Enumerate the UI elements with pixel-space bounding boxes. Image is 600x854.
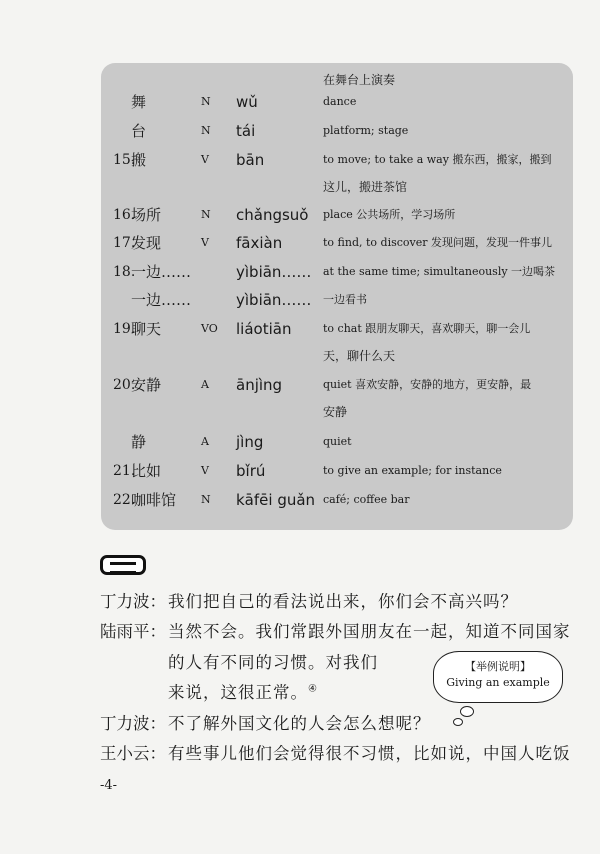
vocab-def: at the same time; simultaneously 一边喝茶 (323, 265, 556, 278)
thought-puff (460, 706, 474, 717)
bubble-tag: 【举例说明】 (465, 660, 531, 673)
vocab-pos: N (201, 124, 211, 137)
dialogue-speaker: 丁力波： (100, 592, 166, 611)
vocab-word: 舞 (131, 93, 147, 111)
vocab-def: place 公共场所，学习场所 (323, 208, 456, 221)
vocab-pos: A (201, 435, 209, 448)
vocab-pinyin: kāfēi guǎn (236, 491, 316, 509)
vocab-row-continuation (101, 401, 573, 423)
vocab-word: 咖啡馆 (131, 491, 177, 509)
vocab-num: 15. (113, 152, 136, 168)
vocab-row (101, 374, 573, 396)
vocab-def: quiet (323, 435, 352, 448)
vocab-num: 16. (113, 207, 136, 223)
dialogue-line: 不了解外国文化的人会怎么想呢？ (168, 714, 431, 733)
bubble-text: Giving an example (446, 676, 550, 689)
dialogue-line: 我们把自己的看法说出来，你们会不高兴吗？ (168, 592, 518, 611)
vocab-word: 台 (131, 122, 147, 140)
dialogue-line: 当然不会。我们常跟外国朋友在一起，知道不同国家 (168, 622, 571, 641)
vocab-pinyin: yìbiān…… (236, 263, 312, 281)
vocab-pos: N (201, 95, 211, 108)
vocab-def: café; coffee bar (323, 493, 410, 506)
vocab-pos: V (201, 153, 209, 166)
vocab-pos: N (201, 493, 211, 506)
dialogue-section-badge (100, 555, 146, 575)
example-thought-bubble (433, 651, 563, 703)
vocab-def: 一边看书 (323, 293, 367, 306)
vocab-def: to chat 跟朋友聊天，喜欢聊天，聊一会儿 (323, 322, 531, 335)
vocab-def: to find, to discover 发现问题，发现一件事儿 (323, 236, 553, 249)
vocab-row (101, 232, 573, 254)
vocab-row (101, 431, 573, 453)
vocab-def: platform; stage (323, 124, 409, 137)
vocab-word: 搬 (131, 151, 147, 169)
vocab-pinyin: fāxiàn (236, 234, 283, 252)
vocab-pinyin: chǎngsuǒ (236, 206, 309, 224)
vocab-word: 一边…… (131, 291, 192, 309)
vocab-pos: N (201, 208, 211, 221)
vocab-pinyin: bǐrú (236, 462, 266, 480)
vocab-word: 场所 (131, 206, 162, 224)
page-number: -4- (100, 778, 118, 793)
vocab-word: 比如 (131, 462, 162, 480)
vocab-pinyin: ānjìng (236, 376, 283, 394)
vocab-word: 聊天 (131, 320, 162, 338)
vocab-pinyin: bān (236, 151, 265, 169)
vocab-num: 17. (113, 235, 136, 251)
vocab-header-row (101, 69, 573, 91)
vocab-pinyin: jìng (236, 433, 264, 451)
vocab-row (101, 261, 573, 283)
vocab-pos: V (201, 236, 209, 249)
vocab-row-continuation (101, 176, 573, 198)
thought-puff (453, 718, 463, 726)
vocab-pinyin: liáotiān (236, 320, 292, 338)
vocab-row (101, 289, 573, 311)
vocab-num: 18. (113, 264, 136, 280)
vocab-def: quiet 喜欢安静，安静的地方，更安静，最 (323, 378, 532, 391)
vocab-row (101, 489, 573, 511)
vocab-num: 20. (113, 377, 136, 393)
vocab-header: 在舞台上演奏 (323, 73, 396, 87)
vocab-def-line2: 这儿，搬进茶馆 (323, 180, 408, 194)
vocab-word: 静 (131, 433, 147, 451)
vocab-row (101, 120, 573, 142)
vocab-num: 19. (113, 321, 136, 337)
vocab-row (101, 149, 573, 171)
vocab-word: 安静 (131, 376, 162, 394)
vocab-row (101, 204, 573, 226)
vocab-def: dance (323, 95, 357, 108)
dialogue-text: 来说，这很正常。 (168, 683, 308, 702)
vocab-word: 发现 (131, 234, 162, 252)
vocab-num: 21. (113, 463, 136, 479)
vocab-pos: V (201, 464, 209, 477)
dialogue-speaker: 陆雨平： (100, 622, 166, 641)
vocab-def: to move; to take a way 搬东西，搬家，搬到 (323, 153, 552, 166)
vocab-def: to give an example; for instance (323, 464, 502, 477)
dialogue-line (168, 679, 318, 703)
footnote-marker: ④ (308, 683, 318, 695)
vocab-pinyin: tái (236, 122, 256, 140)
vocab-def-line2: 安静 (323, 405, 348, 419)
vocab-num: 22. (113, 492, 136, 508)
vocab-pinyin: wǔ (236, 93, 258, 111)
vocabulary-box (101, 63, 573, 530)
vocab-word: 一边…… (131, 263, 192, 281)
vocab-row-continuation (101, 345, 573, 367)
vocab-def-line2: 天，聊什么天 (323, 349, 396, 363)
dialogue-line: 有些事儿他们会觉得很不习惯，比如说，中国人吃饭 (168, 744, 571, 763)
dialogue-line: 的人有不同的习惯。对我们 (168, 653, 378, 672)
dialogue-speaker: 丁力波： (100, 714, 166, 733)
vocab-row (101, 318, 573, 340)
dialogue-speaker: 王小云： (100, 744, 166, 763)
vocab-row (101, 91, 573, 113)
vocab-pinyin: yìbiān…… (236, 291, 312, 309)
vocab-pos: A (201, 378, 209, 391)
vocab-row (101, 460, 573, 482)
vocab-pos: VO (201, 322, 218, 335)
